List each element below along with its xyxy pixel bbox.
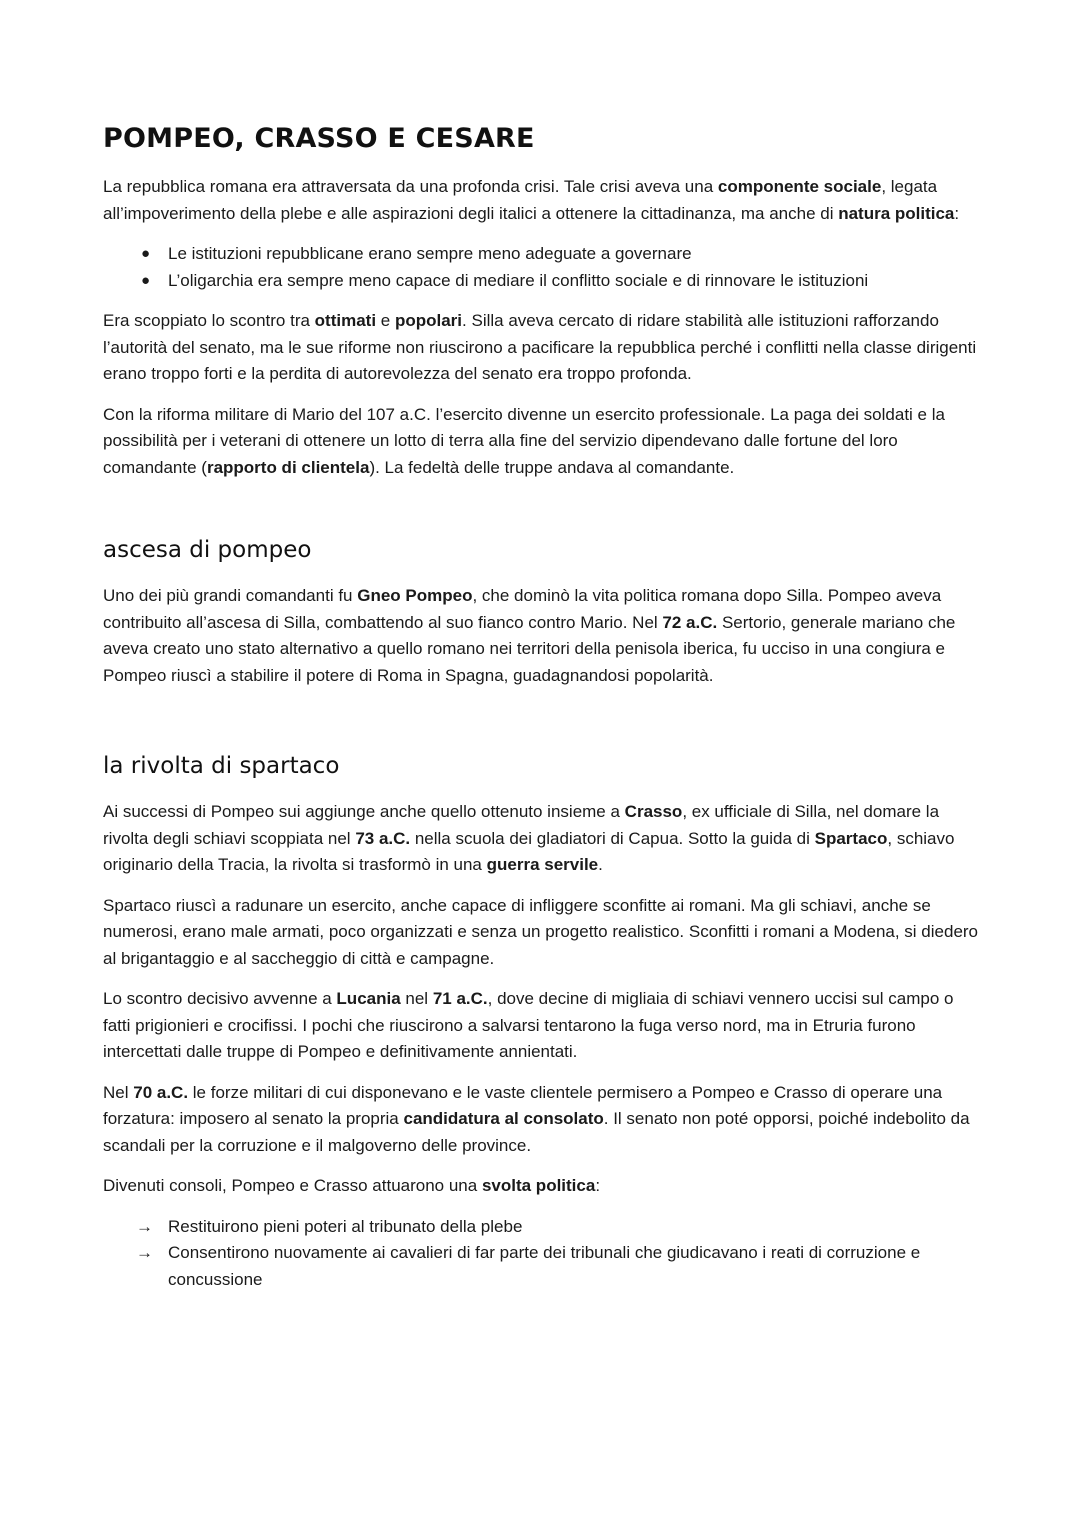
page-title: POMPEO, CRASSO E CESARE (103, 123, 535, 154)
section-spacer (103, 495, 983, 535)
text-run: , che dominò la vita politica romana dopo Silla. Pompeo aveva contribuito all’ascesa di Silla, combattendo al suo fianco contro Mario. Nel (103, 586, 942, 632)
bold-term: guerra servile (486, 855, 599, 874)
spartaco-paragraph-2: Spartaco riuscì a radunare un esercito, anche capace di infliggere sconfitte ai romani. Ma gli schiavi, anche se numerosi, erano male armati, poco organizzati e senza un progetto realistico. Sconfitti i romani a Modena, si diedero al brigantaggio e al saccheggio di città e campagne. (103, 895, 979, 968)
list-item (103, 1240, 983, 1293)
section-heading-spartaco: la rivolta di spartaco (103, 753, 340, 779)
text-run: nel (400, 989, 433, 1008)
bold-term: Lucania (336, 989, 401, 1008)
bold-term: ottimati (314, 311, 377, 330)
pompeo-paragraph (103, 583, 983, 689)
arrow-right-icon: → (136, 1216, 153, 1236)
bold-term: Crasso (624, 802, 683, 821)
section-heading-pompeo: ascesa di pompeo (103, 537, 312, 563)
bold-term: 70 a.C. (133, 1082, 189, 1102)
text-run: . Silla aveva cercato di ridare stabilità alle istituzioni rafforzando l’autorità del senato, ma le sue riforme non riuscirono a pacificare la repubblica perché i conflitti nella classe dirigenti erano troppo forti e la perdita di autorevolezza del senato era troppo profonda. (103, 311, 977, 383)
text-run: ). La fedeltà delle truppe andava al comandante. (369, 457, 735, 477)
text-run: , schiavo originario della Tracia, la rivolta si trasformò in una (103, 828, 955, 874)
text-run: Uno dei più grandi comandanti fu (103, 586, 358, 605)
text-run: Lo scontro decisivo avvenne a (103, 989, 337, 1008)
crisis-bullet-list (103, 241, 983, 294)
text-run: . (598, 855, 603, 874)
list-item (103, 268, 983, 295)
spartaco-paragraph-4 (103, 1080, 983, 1160)
text-run: Con la riforma militare di Mario del 107 a.C. l’esercito divenne un esercito professionale. La paga dei soldati e la possibilità per i veterani di ottenere un lotto di terra alla fine del servizio dipendevano dalle fortune del loro comandante ( (103, 404, 945, 477)
bold-term: 71 a.C. (432, 989, 488, 1008)
text-run: Divenuti consoli, Pompeo e Crasso attuarono una (103, 1176, 482, 1195)
text-run: , ex ufficiale di Silla, nel domare la rivolta degli schiavi scoppiata nel (103, 802, 940, 848)
text-run: . Il senato non poté opporsi, poiché indebolito da scandali per la corruzione e il malgoverno delle province. (103, 1109, 970, 1155)
document-page (103, 120, 983, 1307)
arrow-right-icon: → (136, 1243, 153, 1262)
bullet-icon: ● (141, 271, 151, 289)
bold-term: candidatura al consolato (403, 1109, 604, 1128)
list-item (103, 241, 983, 268)
spartaco-paragraph-1 (103, 799, 983, 879)
list-item-text: Le istituzioni repubblicane erano sempre meno adeguate a governare (168, 244, 692, 263)
text-run: La repubblica romana era attraversata da una profonda crisi. Tale crisi aveva una (103, 177, 718, 196)
text-run: Era scoppiato lo scontro tra (103, 311, 315, 330)
mario-paragraph (103, 402, 983, 482)
bold-term: popolari (394, 311, 463, 330)
text-run: , legata all’impoverimento della plebe e alle aspirazioni degli italici a ottenere la cittadinanza, ma anche di (103, 177, 938, 223)
bold-term: natura politica (838, 203, 955, 223)
bold-term: Spartaco (814, 828, 888, 848)
text-run: , dove decine di migliaia di schiavi vennero uccisi sul campo o fatti prigionieri e crocifissi. I pochi che riuscirono a salvarsi tentarono la fuga verso nord, ma in Etruria furono intercettati dalle truppe di Pompeo e definitivamente annientati. (103, 989, 954, 1061)
section-spacer (103, 703, 983, 751)
text-run: e (376, 311, 395, 330)
text-run: : (595, 1176, 601, 1195)
bold-term: svolta politica (481, 1176, 596, 1195)
list-item-text: L’oligarchia era sempre meno capace di mediare il conflitto sociale e di rinnovare le istituzioni (168, 270, 869, 290)
list-item (103, 1214, 983, 1241)
text-run: : (954, 203, 960, 223)
text-run: le forze militari di cui disponevano e le vaste clientele permisero a Pompeo e Crasso di operare una forzatura: imposero al senato la propria (103, 1082, 943, 1128)
list-item-text: Consentirono nuovamente ai cavalieri di far parte dei tribunali che giudicavano i reati di corruzione e concussione (168, 1243, 921, 1289)
text-run: Sertorio, generale mariano che aveva creato uno stato alternativo a quello romano nei territori della penisola iberica, fu ucciso in una congiura e Pompeo riuscì a stabilire il potere di Roma in Spagna, guadagnandosi popolarità. (103, 612, 956, 685)
bold-term: Gneo Pompeo (357, 586, 473, 605)
spartaco-paragraph-3 (103, 986, 983, 1066)
bold-term: 72 a.C. (662, 612, 718, 632)
spartaco-paragraph-5 (103, 1173, 983, 1200)
bold-term: rapporto di clientela (206, 457, 370, 477)
text-run: nella scuola dei gladiatori di Capua. Sotto la guida di (410, 828, 815, 848)
bold-term: 73 a.C. (355, 828, 411, 848)
reforms-arrow-list (103, 1214, 983, 1294)
bold-term: componente sociale (717, 177, 882, 196)
intro-paragraph (103, 174, 983, 227)
text-run: Ai successi di Pompeo sui aggiunge anche quello ottenuto insieme a (103, 802, 625, 821)
list-item-text: Restituirono pieni poteri al tribunato della plebe (168, 1216, 523, 1236)
text-run: Nel (103, 1082, 134, 1102)
bullet-icon: ● (141, 245, 151, 262)
scontro-paragraph (103, 308, 983, 388)
